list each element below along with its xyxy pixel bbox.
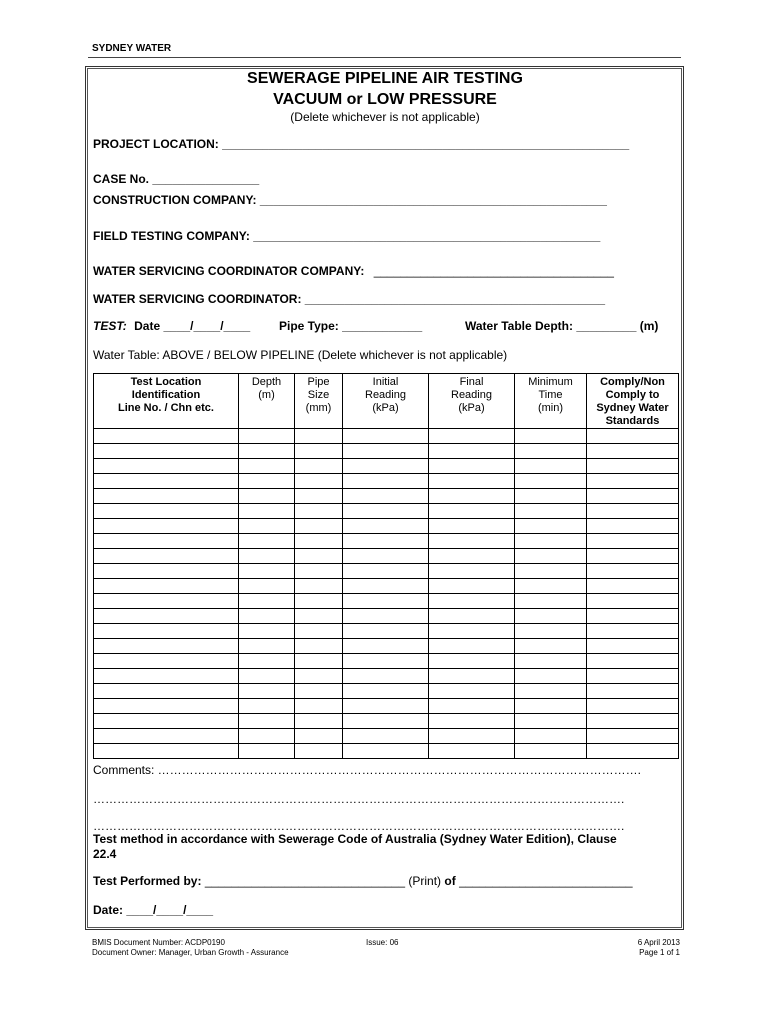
table-cell[interactable] — [587, 549, 679, 564]
table-cell[interactable] — [94, 534, 239, 549]
table-cell[interactable] — [343, 714, 429, 729]
table-cell[interactable] — [343, 564, 429, 579]
table-cell[interactable] — [343, 744, 429, 759]
table-cell[interactable] — [515, 609, 587, 624]
table-cell[interactable] — [429, 489, 515, 504]
table-cell[interactable] — [587, 534, 679, 549]
table-cell[interactable] — [515, 429, 587, 444]
table-cell[interactable] — [429, 594, 515, 609]
column-header — [94, 374, 239, 429]
table-cell[interactable] — [515, 519, 587, 534]
table-cell[interactable] — [587, 714, 679, 729]
table-cell[interactable] — [343, 459, 429, 474]
table-cell[interactable] — [343, 624, 429, 639]
table-cell[interactable] — [515, 504, 587, 519]
column-header-line: Reading — [451, 389, 492, 401]
table-cell[interactable] — [295, 474, 343, 489]
table-cell[interactable] — [515, 669, 587, 684]
table-cell[interactable] — [587, 699, 679, 714]
column-header — [295, 374, 343, 429]
table-cell[interactable] — [295, 699, 343, 714]
table-cell[interactable] — [94, 444, 239, 459]
table-cell[interactable] — [343, 444, 429, 459]
column-header-line: Line No. / Chn etc. — [118, 402, 214, 414]
table-row — [94, 609, 679, 624]
column-header-line: Initial — [372, 376, 399, 388]
table-cell[interactable] — [94, 744, 239, 759]
column-header-line: (kPa) — [372, 402, 399, 414]
column-header-line: Depth — [251, 376, 282, 388]
table-row — [94, 459, 679, 474]
table-cell[interactable] — [587, 504, 679, 519]
table-cell[interactable] — [429, 534, 515, 549]
header-rule — [88, 57, 681, 58]
table-cell[interactable] — [343, 579, 429, 594]
column-header-line: (kPa) — [458, 402, 485, 414]
table-row — [94, 579, 679, 594]
test-method-line-1: Test method in accordance with Sewerage Code of Australia (Sydney Water Edition), Clause — [93, 832, 617, 846]
table-cell[interactable] — [587, 639, 679, 654]
table-cell[interactable] — [587, 669, 679, 684]
table-cell[interactable] — [239, 519, 295, 534]
table-cell[interactable] — [94, 654, 239, 669]
table-cell[interactable] — [515, 654, 587, 669]
table-row — [94, 564, 679, 579]
table-cell[interactable] — [239, 474, 295, 489]
table-cell[interactable] — [239, 504, 295, 519]
table-cell[interactable] — [429, 669, 515, 684]
table-cell[interactable] — [239, 429, 295, 444]
column-header — [515, 374, 587, 429]
table-cell[interactable] — [94, 669, 239, 684]
table-cell[interactable] — [429, 684, 515, 699]
table-cell[interactable] — [295, 534, 343, 549]
table-cell[interactable] — [515, 699, 587, 714]
column-header — [343, 374, 429, 429]
table-cell[interactable] — [295, 564, 343, 579]
table-cell[interactable] — [587, 474, 679, 489]
table-cell[interactable] — [429, 654, 515, 669]
table-cell[interactable] — [515, 459, 587, 474]
table-cell[interactable] — [295, 429, 343, 444]
table-cell[interactable] — [94, 504, 239, 519]
table-cell[interactable] — [587, 654, 679, 669]
organization-header: SYDNEY WATER — [92, 43, 172, 54]
table-cell[interactable] — [94, 549, 239, 564]
table-cell[interactable] — [295, 549, 343, 564]
table-cell[interactable] — [515, 714, 587, 729]
comments-line-2[interactable]: ……………………………………………………………………………………………………………………. — [93, 792, 625, 806]
table-cell[interactable] — [515, 549, 587, 564]
table-cell[interactable] — [239, 459, 295, 474]
wsc-company-field[interactable] — [93, 264, 614, 278]
table-cell[interactable] — [343, 594, 429, 609]
column-header-line: Final — [459, 376, 484, 388]
table-cell[interactable] — [239, 729, 295, 744]
column-header-line: Standards — [605, 415, 660, 427]
table-cell[interactable] — [429, 609, 515, 624]
table-cell[interactable] — [295, 504, 343, 519]
table-cell[interactable] — [587, 684, 679, 699]
of-label: of — [444, 874, 456, 888]
column-header — [429, 374, 515, 429]
table-cell[interactable] — [343, 549, 429, 564]
doc-date: 6 April 2013 — [637, 938, 680, 947]
table-cell[interactable] — [587, 579, 679, 594]
table-cell[interactable] — [587, 564, 679, 579]
table-cell[interactable] — [295, 519, 343, 534]
table-cell[interactable] — [587, 444, 679, 459]
table-cell[interactable] — [94, 699, 239, 714]
table-cell[interactable] — [239, 699, 295, 714]
table-cell[interactable] — [515, 579, 587, 594]
doc-owner: Document Owner: Manager, Urban Growth - Assurance — [92, 948, 289, 957]
table-cell[interactable] — [94, 519, 239, 534]
table-cell[interactable] — [295, 594, 343, 609]
table-cell[interactable] — [429, 624, 515, 639]
table-cell[interactable] — [295, 669, 343, 684]
table-row — [94, 699, 679, 714]
table-cell[interactable] — [343, 729, 429, 744]
delete-note: (Delete whichever is not applicable) — [290, 110, 480, 124]
table-cell[interactable] — [94, 474, 239, 489]
column-header — [587, 374, 679, 429]
table-cell[interactable] — [429, 549, 515, 564]
print-label: (Print) — [408, 874, 442, 888]
table-cell[interactable] — [515, 534, 587, 549]
table-cell[interactable] — [295, 729, 343, 744]
column-header-line: (m) — [258, 389, 275, 401]
comments-line-3[interactable]: ……………………………………………………………………………………………………………………. — [93, 819, 625, 833]
table-row — [94, 639, 679, 654]
performed-by-blank[interactable]: ______________________________ — [204, 874, 406, 888]
table-cell[interactable] — [429, 744, 515, 759]
construction-company-field[interactable]: CONSTRUCTION COMPANY: ____________________________________________________ — [93, 193, 607, 207]
table-cell[interactable] — [515, 444, 587, 459]
test-method-line-2: 22.4 — [93, 847, 117, 861]
table-cell[interactable] — [515, 564, 587, 579]
table-cell[interactable] — [429, 714, 515, 729]
table-cell[interactable] — [515, 639, 587, 654]
table-row — [94, 684, 679, 699]
table-cell[interactable] — [239, 549, 295, 564]
comments-line-1[interactable]: Comments: …………………………………………………………………………………………………………. — [93, 763, 642, 777]
table-cell[interactable] — [429, 459, 515, 474]
table-cell[interactable] — [429, 564, 515, 579]
table-cell[interactable] — [343, 534, 429, 549]
table-cell[interactable] — [429, 519, 515, 534]
column-header-line: (min) — [537, 402, 564, 414]
column-header-line: Minimum — [528, 376, 573, 388]
table-row — [94, 549, 679, 564]
table-cell[interactable] — [239, 744, 295, 759]
doc-number: BMIS Document Number: ACDP0190 — [92, 938, 225, 947]
table-cell[interactable] — [587, 594, 679, 609]
test-performed-label: Test Performed by: — [93, 874, 202, 888]
table-cell[interactable] — [515, 474, 587, 489]
table-row — [94, 489, 679, 504]
column-header-line: Time — [538, 389, 563, 401]
table-row — [94, 594, 679, 609]
table-cell[interactable] — [94, 594, 239, 609]
table-cell[interactable] — [343, 684, 429, 699]
issue-number: Issue: 06 — [366, 938, 399, 947]
column-header — [239, 374, 295, 429]
table-row — [94, 504, 679, 519]
test-results-table — [93, 373, 679, 759]
table-cell[interactable] — [429, 474, 515, 489]
table-cell[interactable] — [94, 684, 239, 699]
table-cell[interactable] — [239, 609, 295, 624]
table-cell[interactable] — [239, 564, 295, 579]
table-cell[interactable] — [239, 444, 295, 459]
table-cell[interactable] — [94, 579, 239, 594]
table-row — [94, 444, 679, 459]
table-cell[interactable] — [94, 609, 239, 624]
table-cell[interactable] — [343, 609, 429, 624]
table-cell[interactable] — [94, 714, 239, 729]
table-cell[interactable] — [429, 579, 515, 594]
table-cell[interactable] — [295, 579, 343, 594]
test-performed-row — [93, 874, 633, 888]
table-cell[interactable] — [94, 729, 239, 744]
table-row — [94, 654, 679, 669]
table-cell[interactable] — [295, 489, 343, 504]
table-cell[interactable] — [343, 504, 429, 519]
table-cell[interactable] — [515, 684, 587, 699]
table-cell[interactable] — [515, 489, 587, 504]
table-row — [94, 744, 679, 759]
table-cell[interactable] — [239, 489, 295, 504]
table-cell[interactable] — [343, 654, 429, 669]
test-row — [93, 319, 250, 333]
water-table-depth-field[interactable]: Water Table Depth: _________ (m) — [465, 319, 659, 333]
table-cell[interactable] — [429, 699, 515, 714]
table-cell[interactable] — [587, 429, 679, 444]
test-date-field[interactable]: Date ____/____/____ — [134, 319, 251, 333]
table-cell[interactable] — [295, 684, 343, 699]
wsc-company-label: WATER SERVICING COORDINATOR COMPANY: — [93, 264, 365, 278]
table-cell[interactable] — [239, 654, 295, 669]
case-no-field[interactable]: CASE No. ________________ — [93, 172, 260, 186]
column-header-line: Sydney Water — [596, 402, 669, 414]
table-cell[interactable] — [343, 669, 429, 684]
column-header-line: (mm) — [305, 402, 332, 414]
table-cell[interactable] — [295, 459, 343, 474]
table-header-row — [94, 374, 679, 429]
table-cell[interactable] — [429, 729, 515, 744]
date-field[interactable]: Date: ____/____/____ — [93, 903, 214, 917]
table-cell[interactable] — [515, 729, 587, 744]
table-row — [94, 624, 679, 639]
table-cell[interactable] — [587, 609, 679, 624]
table-cell[interactable] — [239, 684, 295, 699]
test-label: TEST: — [93, 319, 127, 333]
table-cell[interactable] — [429, 444, 515, 459]
table-cell[interactable] — [515, 624, 587, 639]
table-row — [94, 669, 679, 684]
table-cell[interactable] — [343, 489, 429, 504]
table-cell[interactable] — [587, 744, 679, 759]
table-cell[interactable] — [94, 639, 239, 654]
table-cell[interactable] — [239, 579, 295, 594]
column-header-line: Identification — [131, 389, 201, 401]
table-row — [94, 519, 679, 534]
table-cell[interactable] — [429, 639, 515, 654]
table-cell[interactable] — [239, 639, 295, 654]
table-cell[interactable] — [343, 519, 429, 534]
table-cell[interactable] — [295, 444, 343, 459]
column-header-line: Size — [307, 389, 330, 401]
table-cell[interactable] — [343, 429, 429, 444]
table-cell[interactable] — [295, 654, 343, 669]
page-number: Page 1 of 1 — [639, 948, 680, 957]
table-cell[interactable] — [94, 429, 239, 444]
water-table-line: Water Table: ABOVE / BELOW PIPELINE (Delete whichever is not applicable) — [93, 348, 508, 362]
table-cell[interactable] — [94, 624, 239, 639]
table-cell[interactable] — [295, 744, 343, 759]
table-cell[interactable] — [515, 594, 587, 609]
table-cell[interactable] — [239, 534, 295, 549]
form-title: SEWERAGE PIPELINE AIR TESTING — [247, 70, 523, 87]
table-body — [94, 429, 679, 759]
project-location-field[interactable]: PROJECT LOCATION: _____________________________________________________________ — [93, 137, 630, 151]
table-cell[interactable] — [429, 504, 515, 519]
table-cell[interactable] — [343, 699, 429, 714]
table-cell[interactable] — [295, 714, 343, 729]
column-header-line: Comply/Non — [600, 376, 665, 388]
table-cell[interactable] — [587, 729, 679, 744]
table-cell[interactable] — [587, 459, 679, 474]
field-testing-company-field[interactable]: FIELD TESTING COMPANY: ____________________________________________________ — [93, 229, 601, 243]
table-cell[interactable] — [239, 714, 295, 729]
table-cell[interactable] — [94, 564, 239, 579]
column-header-line: Reading — [365, 389, 406, 401]
table-row — [94, 729, 679, 744]
table-cell[interactable] — [94, 459, 239, 474]
company-blank[interactable]: __________________________ — [459, 874, 633, 888]
table-row — [94, 714, 679, 729]
table-row — [94, 534, 679, 549]
table-cell[interactable] — [343, 639, 429, 654]
table-cell[interactable] — [587, 624, 679, 639]
table-cell[interactable] — [295, 624, 343, 639]
column-header-line: Pipe — [307, 376, 330, 388]
table-cell[interactable] — [587, 489, 679, 504]
wsc-company-blank[interactable]: ____________________________________ — [373, 264, 614, 278]
table-cell[interactable] — [295, 609, 343, 624]
table-cell[interactable] — [94, 489, 239, 504]
pipe-type-field[interactable]: Pipe Type: ____________ — [279, 319, 423, 333]
table-cell[interactable] — [587, 519, 679, 534]
table-cell[interactable] — [515, 744, 587, 759]
form-subtitle: VACUUM or LOW PRESSURE — [273, 91, 497, 108]
table-cell[interactable] — [429, 429, 515, 444]
column-header-line: Test Location — [130, 376, 202, 388]
table-cell[interactable] — [239, 594, 295, 609]
table-cell[interactable] — [295, 639, 343, 654]
table-row — [94, 474, 679, 489]
column-header-line: Comply to — [605, 389, 660, 401]
wsc-field[interactable]: WATER SERVICING COORDINATOR: _____________________________________________ — [93, 292, 606, 306]
table-cell[interactable] — [343, 474, 429, 489]
table-cell[interactable] — [239, 669, 295, 684]
table-row — [94, 429, 679, 444]
table-cell[interactable] — [239, 624, 295, 639]
